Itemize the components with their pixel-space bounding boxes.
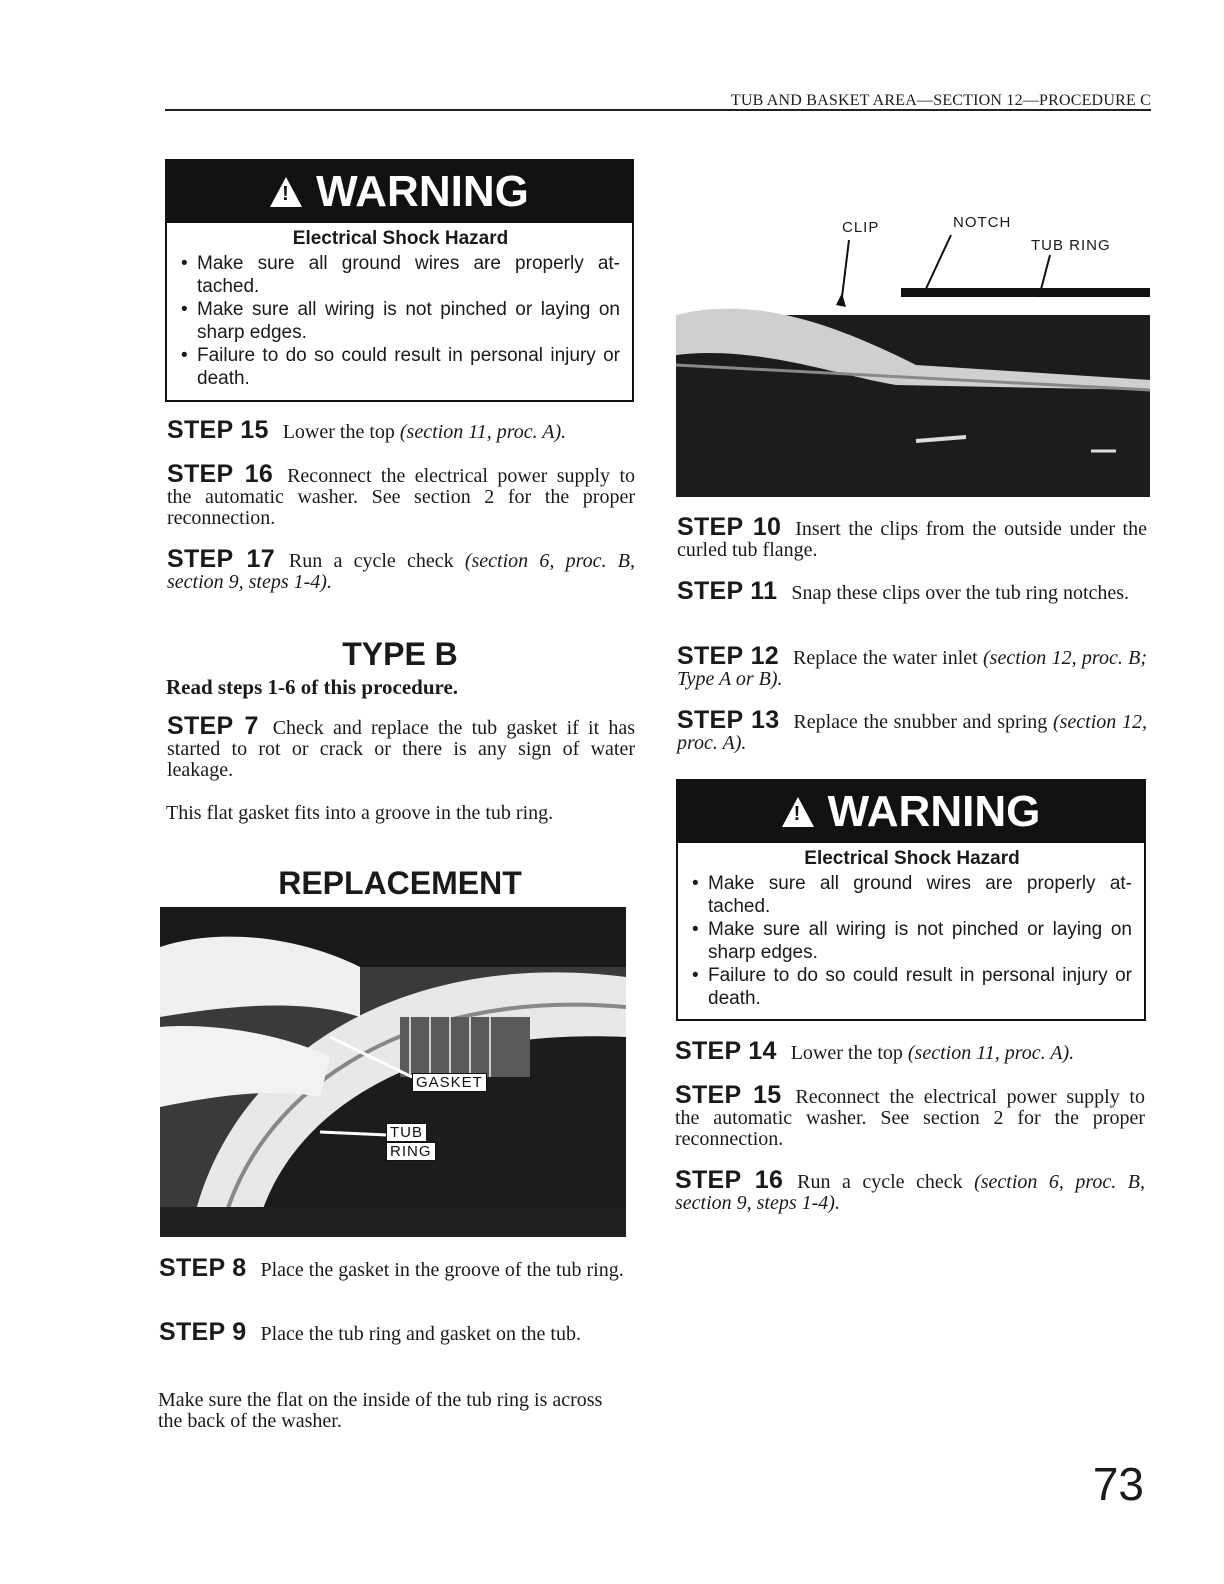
flat-note: Make sure the flat on the inside of the tub ring is across the back of the washer. [158, 1389, 603, 1432]
warning-banner [678, 781, 1144, 843]
bullet-icon: • [692, 919, 699, 940]
clip-callout: CLIP [842, 219, 880, 236]
bullet-icon: • [181, 253, 188, 274]
warning-bullet: • Make sure all wiring is not pinched or laying on sharp edges. [181, 299, 620, 343]
warning-box-left [165, 159, 634, 402]
warning-box-right [676, 779, 1146, 1021]
tub-ring-callout: TUB RING [1031, 237, 1111, 254]
step-16-right: STEP 16 Run a cycle check (section 6, proc. B, section 9, steps 1-4). [675, 1166, 1145, 1214]
step-13: STEP 13 Replace the snubber and spring (section 12, proc. A). [677, 706, 1147, 754]
page-number: 73 [1092, 1458, 1144, 1510]
hazard-title: Electrical Shock Hazard [292, 228, 509, 249]
gasket-replacement-photo [160, 907, 626, 1237]
bullet-icon: • [181, 345, 188, 366]
step-8: STEP 8 Place the gasket in the groove of the tub ring. [159, 1254, 624, 1282]
warning-triangle-icon [782, 797, 814, 827]
gasket-note: This flat gasket fits into a groove in the tub ring. [166, 802, 554, 824]
running-header: TUB AND BASKET AREA—SECTION 12—PROCEDURE C [730, 92, 1151, 109]
hazard-title: Electrical Shock Hazard [804, 848, 1020, 869]
bullet-icon: • [692, 965, 699, 986]
warning-banner [167, 161, 632, 223]
type-b-heading: TYPE B [342, 636, 458, 672]
step-10: STEP 10 Insert the clips from the outside under the curled tub flange. [677, 513, 1147, 561]
tub-callout: TUB [386, 1123, 427, 1142]
warning-triangle-icon [270, 177, 302, 207]
warning-bullet: • Make sure all wiring is not pinched or laying on sharp edges. [692, 919, 1132, 963]
warning-bullet: • Failure to do so could result in personal injury or death. [181, 345, 620, 389]
warning-title: WARNING [827, 787, 1041, 836]
notch-callout: NOTCH [953, 214, 1012, 231]
bullet-icon: • [692, 873, 699, 894]
step-11: STEP 11 Snap these clips over the tub ring notches. [677, 577, 1130, 605]
step-9: STEP 9 Place the tub ring and gasket on the tub. [159, 1318, 581, 1346]
step-16-left: STEP 16 Reconnect the electrical power supply to the automatic washer. See section 2 for the proper reconnection. [167, 460, 635, 529]
bullet-icon: • [181, 299, 188, 320]
gasket-photo-drawing [160, 907, 626, 1237]
gasket-callout: GASKET [412, 1073, 487, 1092]
step-15-left: STEP 15 Lower the top (section 11, proc. A). [167, 416, 567, 444]
step-7: STEP 7 Check and replace the tub gasket if it has started to rot or crack or there is any sign of water leakage. [167, 712, 635, 781]
step-15-right: STEP 15 Reconnect the electrical power supply to the automatic washer. See section 2 for the proper reconnection. [675, 1081, 1145, 1150]
warning-bullet: • Make sure all ground wires are properly at- tached. [181, 253, 620, 297]
warning-bullet: • Make sure all ground wires are properly at- tached. [692, 873, 1132, 917]
step-17-left: STEP 17 Run a cycle check (section 6, proc. B, section 9, steps 1-4). [167, 545, 635, 593]
step-14: STEP 14 Lower the top (section 11, proc. A). [675, 1037, 1075, 1065]
ring-callout: RING [386, 1142, 436, 1161]
warning-bullet: • Failure to do so could result in personal injury or death. [692, 965, 1132, 1009]
warning-title: WARNING [316, 167, 529, 216]
step-12: STEP 12 Replace the water inlet (section 12, proc. B; Type A or B). [677, 642, 1147, 690]
type-b-subhead: Read steps 1-6 of this procedure. [166, 675, 459, 699]
clip-notch-photo [676, 205, 1150, 497]
replacement-heading: REPLACEMENT [278, 865, 522, 901]
